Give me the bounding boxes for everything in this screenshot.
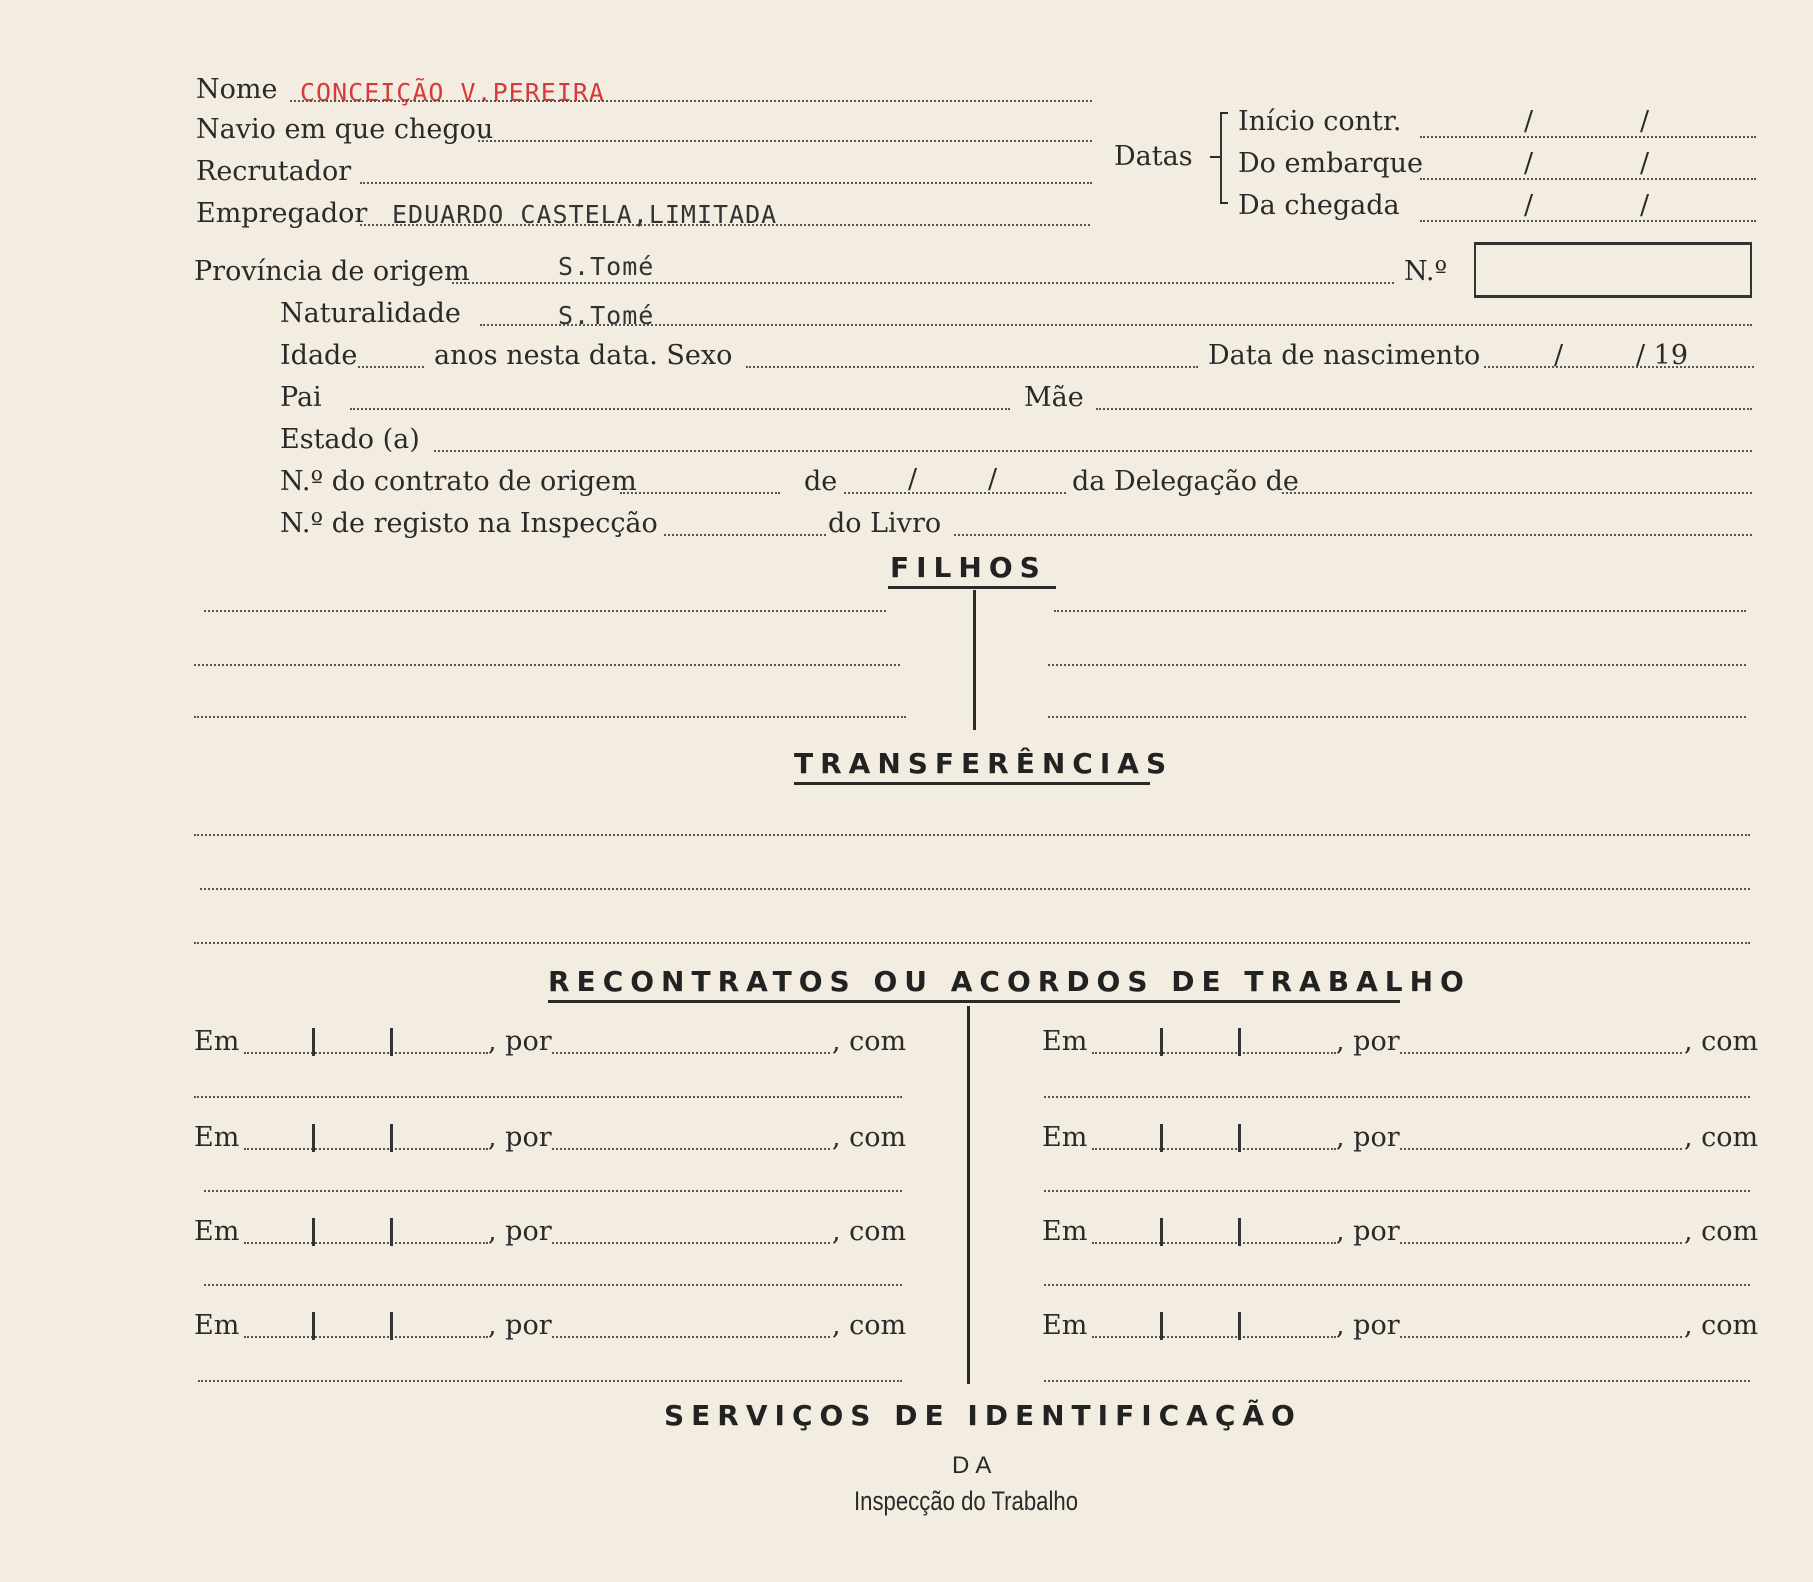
navio-label: Navio em que chegou xyxy=(196,114,494,145)
idade-line xyxy=(358,366,424,368)
delegacao-line xyxy=(1282,492,1752,494)
empregador-line xyxy=(360,224,1090,226)
registo-line xyxy=(664,534,826,536)
registration-card: Nome CONCEIÇÃO V.PEREIRA Navio em que chegou Recrutador Empregador EDUARDO CASTELA,LIMITADA Datas Início contr. / / Do embarque / / Da chegada / / Província de origem S.Tomé N.º Naturalidade S.Tomé Idade anos nesta data. Sexo Data de nascimento / / 19 Pai Mãe Estado (a) N.º do contrato de origem de / / da Delegação de N.º de registo na Inspecção do Livro FILHOS TRANSFERÊNCIAS RECONTRATOS OU ACORDOS DE TRABALHO Em , por , com Em , por , com Em , por , com Em , por , com Em , por , com Em , por , com Em , por , com Em , por , com SERVIÇOS DE IDENTIFICAÇÃO DA Inspecção do Trabalho xyxy=(0,0,1813,1582)
recontratos-underline xyxy=(548,1000,1400,1003)
contrato-date-line xyxy=(844,492,1066,494)
delegacao-label: da Delegação de xyxy=(1072,466,1299,497)
estado-line xyxy=(434,450,1752,452)
sexo-line xyxy=(746,366,1198,368)
numero-label: N.º xyxy=(1404,256,1448,287)
nascimento-line xyxy=(1484,366,1754,368)
livro-label: do Livro xyxy=(828,508,942,539)
datas-label: Datas xyxy=(1114,141,1193,172)
idade-label: Idade xyxy=(280,340,358,371)
year-prefix: / 19 xyxy=(1636,340,1689,371)
recrutador-label: Recrutador xyxy=(196,156,352,187)
embarque-label: Do embarque xyxy=(1238,148,1424,179)
footer-inspeccao: Inspecção do Trabalho xyxy=(854,1486,1079,1516)
filhos-divider xyxy=(973,590,976,730)
empregador-value: EDUARDO CASTELA,LIMITADA xyxy=(392,200,778,229)
chegada-label: Da chegada xyxy=(1238,190,1400,221)
footer-servicos: SERVIÇOS DE IDENTIFICAÇÃO xyxy=(664,1399,1302,1432)
numero-box xyxy=(1474,242,1752,298)
nome-value: CONCEIÇÃO V.PEREIRA xyxy=(300,78,605,107)
recrutador-line xyxy=(360,182,1092,184)
de-label: de xyxy=(804,466,838,497)
filhos-heading: FILHOS xyxy=(890,551,1047,584)
pai-line xyxy=(350,408,1010,410)
anos-sexo-label: anos nesta data. Sexo xyxy=(434,340,733,371)
navio-line xyxy=(478,140,1092,142)
inicio-line xyxy=(1420,136,1756,138)
contrato-line xyxy=(620,492,780,494)
nascimento-label: Data de nascimento xyxy=(1208,340,1481,371)
mae-label: Mãe xyxy=(1024,382,1084,413)
contrato-label: N.º do contrato de origem xyxy=(280,466,637,497)
transferencias-underline xyxy=(794,782,1150,785)
livro-line xyxy=(954,534,1752,536)
naturalidade-line xyxy=(480,324,1752,326)
nome-label: Nome xyxy=(196,74,278,105)
footer-da: DA xyxy=(952,1452,998,1479)
provincia-line xyxy=(452,282,1394,284)
naturalidade-value: S.Tomé xyxy=(558,301,655,330)
chegada-line xyxy=(1420,220,1756,222)
pai-label: Pai xyxy=(280,382,322,413)
filhos-underline xyxy=(888,586,1056,589)
provincia-value: S.Tomé xyxy=(558,252,655,281)
naturalidade-label: Naturalidade xyxy=(280,298,461,329)
embarque-line xyxy=(1420,178,1756,180)
transferencias-heading: TRANSFERÊNCIAS xyxy=(794,747,1174,780)
recontratos-heading: RECONTRATOS OU ACORDOS DE TRABALHO xyxy=(548,965,1471,998)
recontratos-divider xyxy=(967,1006,970,1384)
estado-label: Estado (a) xyxy=(280,424,420,455)
provincia-label: Província de origem xyxy=(194,256,470,287)
nome-line xyxy=(290,100,1092,102)
empregador-label: Empregador xyxy=(196,198,368,229)
mae-line xyxy=(1096,408,1752,410)
inicio-label: Início contr. xyxy=(1238,106,1402,137)
datas-brace xyxy=(1220,112,1222,204)
registo-label: N.º de registo na Inspecção xyxy=(280,508,658,539)
